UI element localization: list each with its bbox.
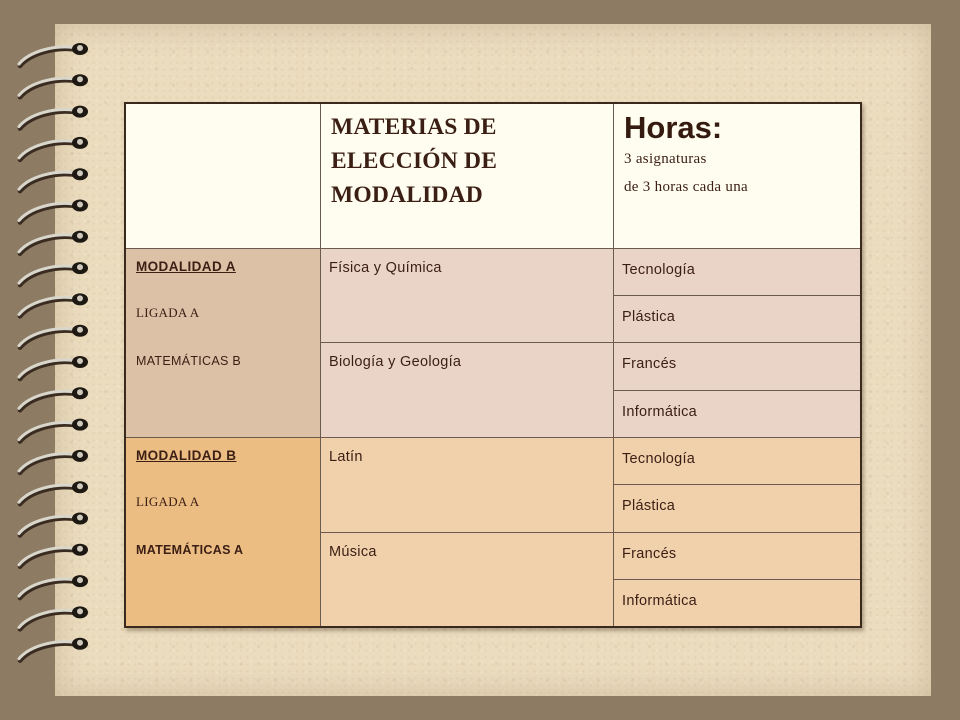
- spiral-coil: [19, 325, 88, 348]
- spiral-coil: [19, 231, 88, 254]
- modalidad-b-title: MODALIDAD B: [136, 448, 237, 464]
- spiral-coil: [19, 43, 88, 66]
- modalidad-b-group-1: Latín: [321, 438, 614, 533]
- materias-title-line-3: MODALIDAD: [331, 182, 483, 208]
- spiral-coil: [19, 450, 88, 473]
- modalidad-b-option: Francés: [614, 532, 862, 579]
- spiral-coil: [19, 262, 88, 285]
- materias-title-line-1: MATERIAS DE: [331, 114, 497, 140]
- spiral-coil: [19, 293, 88, 316]
- spiral-coil: [19, 168, 88, 191]
- modalidad-b-option: Informática: [614, 580, 862, 627]
- table-row: [125, 248, 861, 295]
- spiral-coil: [19, 606, 88, 629]
- modalidad-a-option: Informática: [614, 390, 862, 437]
- modalidad-b-option: Tecnología: [614, 438, 862, 485]
- modalidad-a-option: Tecnología: [614, 248, 862, 295]
- spiral-coil: [19, 74, 88, 97]
- spiral-coil: [19, 575, 88, 598]
- spiral-coil: [19, 419, 88, 442]
- horas-line-1: 3 asignaturas: [624, 151, 707, 167]
- modalidad-a-group-1: Física y Química: [321, 248, 614, 343]
- spiral-coil: [19, 200, 88, 223]
- modalidad-a-matematicas: MATEMÁTICAS B: [136, 353, 242, 368]
- spiral-coil: [19, 513, 88, 536]
- spiral-coil: [19, 638, 88, 661]
- modalidad-b-group-2: Música: [321, 532, 614, 627]
- modalidad-table: [124, 102, 862, 628]
- modalidad-a-group-2: Biología y Geología: [321, 343, 614, 438]
- modalidad-a-ligada: LIGADA A: [136, 304, 200, 320]
- materias-title-line-2: ELECCIÓN DE: [331, 148, 498, 174]
- modalidad-a-title: MODALIDAD A: [136, 258, 236, 274]
- spiral-coil: [19, 481, 88, 504]
- spiral-coil: [19, 106, 88, 129]
- horas-title: Horas:: [624, 110, 723, 145]
- modalidad-a-option: Plástica: [614, 295, 862, 342]
- spiral-coil: [19, 356, 88, 379]
- spiral-coil: [19, 387, 88, 410]
- table-row: [125, 438, 861, 485]
- modalidad-b-ligada: LIGADA A: [136, 494, 200, 510]
- modalidad-b-matematicas: MATEMÁTICAS A: [136, 543, 244, 558]
- modalidad-b-label-cell: [125, 438, 321, 627]
- modalidad-a-label-cell: [125, 248, 321, 437]
- header-materias-cell: [321, 103, 614, 248]
- header-horas-cell: [614, 103, 862, 248]
- modalidad-a-option: Francés: [614, 343, 862, 390]
- spiral-binding: [0, 0, 110, 720]
- spiral-coil: [19, 137, 88, 160]
- header-empty-cell: [125, 103, 321, 248]
- spiral-coil: [19, 544, 88, 567]
- table-header-row: [125, 103, 861, 248]
- horas-line-2: de 3 horas cada una: [624, 179, 748, 195]
- modalidad-b-option: Plástica: [614, 485, 862, 532]
